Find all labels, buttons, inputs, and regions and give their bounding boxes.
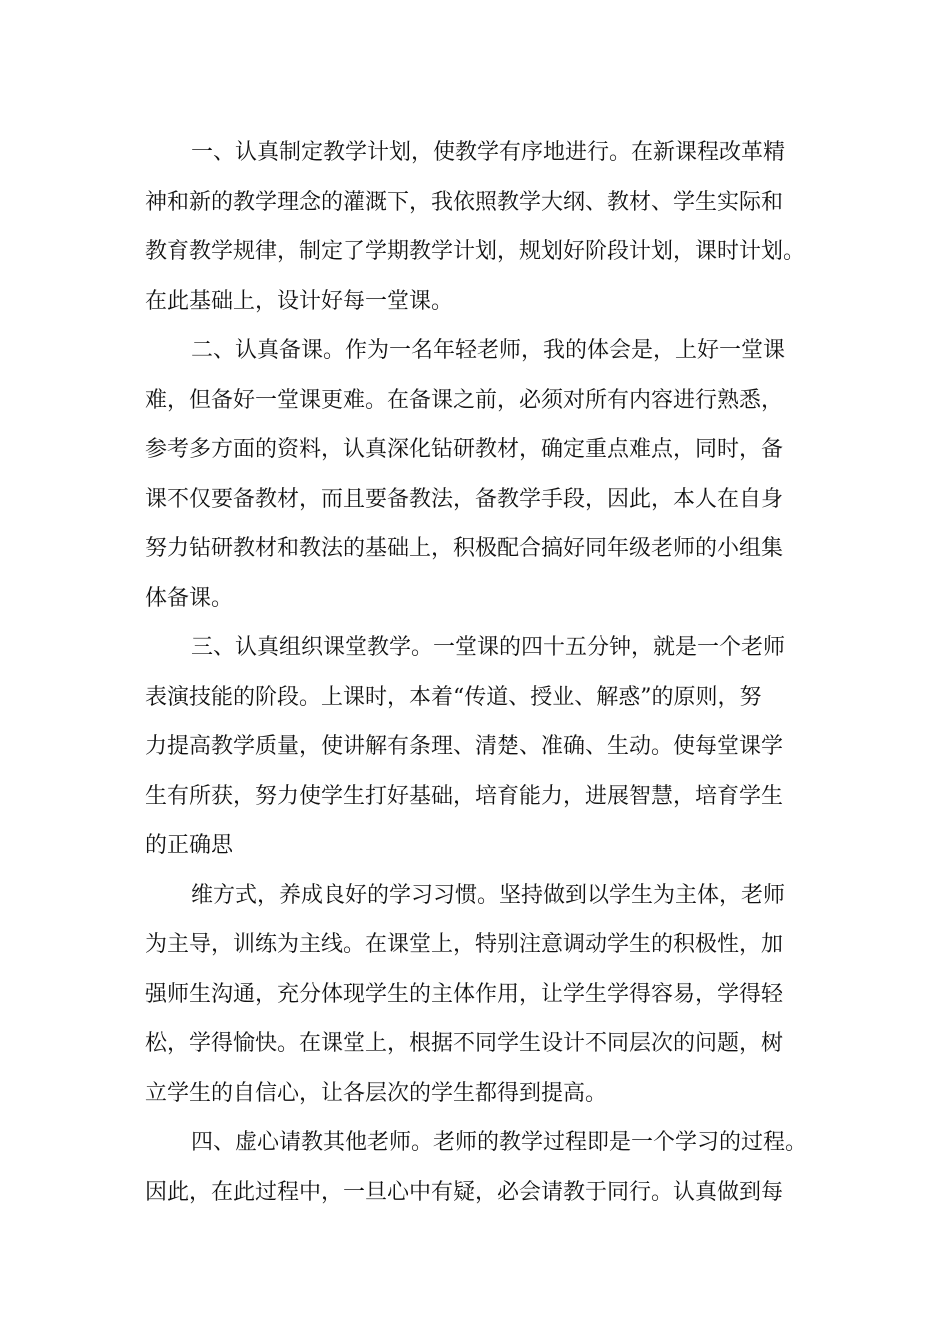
text-line: 为主导，训练为主线。在课堂上，特别注意调动学生的积极性，加 <box>145 932 784 957</box>
text-line: 三、认真组织课堂教学。一堂课的四十五分钟，就是一个老师 <box>191 635 786 660</box>
text-line: 努力钻研教材和教法的基础上，积极配合搞好同年级老师的小组集 <box>145 536 784 561</box>
text-line: 教育教学规律，制定了学期教学计划，规划好阶段计划，课时计划。 <box>145 239 806 264</box>
text-line: 维方式，养成良好的学习习惯。坚持做到以学生为主体，老师 <box>191 882 786 908</box>
text-line: 生有所获，努力使学生打好基础，培育能力，进展智慧，培育学生 <box>145 783 784 809</box>
text-line: 课不仅要备教材，而且要备教法，备教学手段，因此，本人在自身 <box>145 486 784 512</box>
text-line: 立学生的自信心，让各层次的学生都得到提高。 <box>145 1080 608 1106</box>
text-line: 表演技能的阶段。上课时，本着“传道、授业、解惑”的原则，努 <box>145 684 762 710</box>
text-line: 难，但备好一堂课更难。在备课之前，必须对所有内容进行熟悉， <box>145 387 784 413</box>
text-line: 强师生沟通，充分体现学生的主体作用，让学生学得容易，学得轻 <box>145 981 784 1007</box>
text-line: 因此，在此过程中，一旦心中有疑，必会请教于同行。认真做到每 <box>145 1179 784 1205</box>
text-line: 神和新的教学理念的灌溉下，我依照教学大纲、教材、学生实际和 <box>145 189 784 215</box>
text-line: 力提高教学质量，使讲解有条理、清楚、准确、生动。使每堂课学 <box>145 734 784 759</box>
text-line: 体备课。 <box>145 585 234 611</box>
text-line: 一、认真制定教学计划，使教学有序地进行。在新课程改革精 <box>191 140 786 165</box>
document-body <box>145 128 825 1217</box>
text-line: 二、认真备课。作为一名年轻老师，我的体会是，上好一堂课 <box>191 338 786 363</box>
text-line: 松，学得愉快。在课堂上，根据不同学生设计不同层次的问题，树 <box>145 1031 784 1056</box>
text-line: 参考多方面的资料，认真深化钻研教材，确定重点难点，同时，备 <box>145 437 784 462</box>
text-line: 四、虚心请教其他老师。老师的教学过程即是一个学习的过程。 <box>191 1130 808 1155</box>
text-line: 的正确思 <box>145 833 234 858</box>
text-line: 在此基础上，设计好每一堂课。 <box>145 288 454 314</box>
